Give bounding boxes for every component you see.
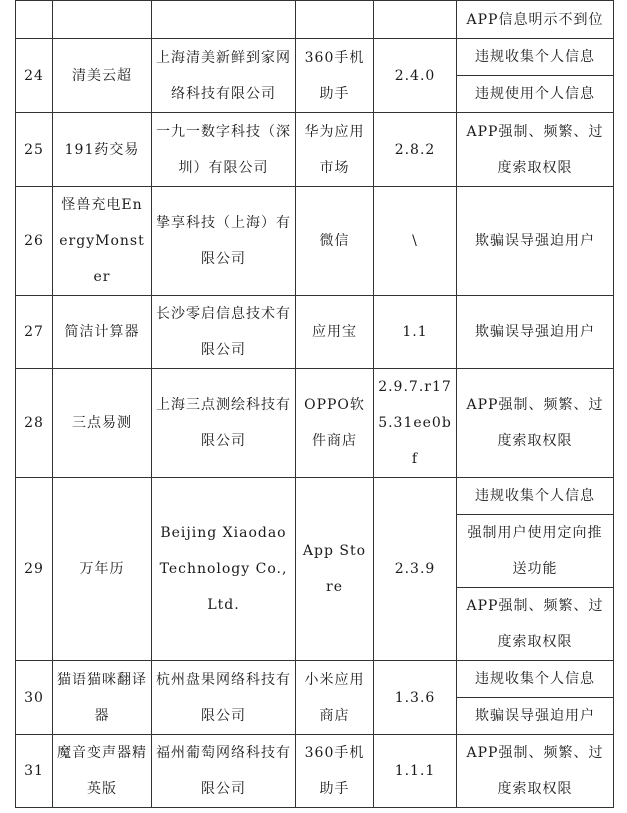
app-store: 微信 <box>296 187 374 296</box>
table-row <box>16 187 614 296</box>
app-name: 简洁计算器 <box>53 296 152 369</box>
app-version: 1.1 <box>374 296 457 369</box>
company-name: 福州葡萄网络科技有限公司 <box>152 735 296 808</box>
table-row <box>16 478 614 515</box>
table-row <box>16 661 614 698</box>
app-version: 2.4.0 <box>374 39 457 113</box>
app-name: 万年历 <box>53 478 152 661</box>
app-store: 360手机助手 <box>296 735 374 808</box>
app-version: \ <box>374 187 457 296</box>
row-number <box>16 1 53 39</box>
app-store <box>296 1 374 39</box>
company-name: 一九一数字科技（深圳）有限公司 <box>152 113 296 187</box>
issue-cell: APP强制、频繁、过度索取权限 <box>457 735 614 808</box>
row-number: 25 <box>16 113 53 187</box>
table-row <box>16 113 614 187</box>
issue-cell: 违规使用个人信息 <box>457 76 614 113</box>
app-store: App Store <box>296 478 374 661</box>
company-name: 长沙零启信息技术有限公司 <box>152 296 296 369</box>
row-number: 24 <box>16 39 53 113</box>
row-number: 30 <box>16 661 53 735</box>
table-row <box>16 735 614 808</box>
app-store: 应用宝 <box>296 296 374 369</box>
company-name: 上海清美新鲜到家网络科技有限公司 <box>152 39 296 113</box>
app-name: 猫语猫咪翻译器 <box>53 661 152 735</box>
row-number: 28 <box>16 369 53 478</box>
app-version <box>374 1 457 39</box>
app-name: 魔音变声器精英版 <box>53 735 152 808</box>
app-store: 360手机助手 <box>296 39 374 113</box>
issue-cell: 违规收集个人信息 <box>457 478 614 515</box>
company-name: 杭州盘果网络科技有限公司 <box>152 661 296 735</box>
table-row <box>16 296 614 369</box>
app-version: 2.3.9 <box>374 478 457 661</box>
app-store: 华为应用市场 <box>296 113 374 187</box>
issue-cell: APP强制、频繁、过度索取权限 <box>457 369 614 478</box>
violation-table <box>15 0 614 808</box>
issue-cell: 违规收集个人信息 <box>457 661 614 698</box>
row-number: 27 <box>16 296 53 369</box>
app-version: 2.8.2 <box>374 113 457 187</box>
company-name: Beijing Xiaodao Technology Co., Ltd. <box>152 478 296 661</box>
table-row <box>16 39 614 76</box>
app-version: 1.3.6 <box>374 661 457 735</box>
table-row <box>16 1 614 39</box>
company-name: 上海三点测绘科技有限公司 <box>152 369 296 478</box>
app-name: 191药交易 <box>53 113 152 187</box>
app-name: 清美云超 <box>53 39 152 113</box>
company-name <box>152 1 296 39</box>
row-number: 31 <box>16 735 53 808</box>
app-version: 2.9.7.r175.31ee0bf <box>374 369 457 478</box>
app-name <box>53 1 152 39</box>
issue-cell: 违规收集个人信息 <box>457 39 614 76</box>
app-name: 怪兽充电EnergyMonster <box>53 187 152 296</box>
company-name: 挚享科技（上海）有限公司 <box>152 187 296 296</box>
app-name: 三点易测 <box>53 369 152 478</box>
row-number: 29 <box>16 478 53 661</box>
table-row <box>16 369 614 478</box>
issue-cell: APP强制、频繁、过度索取权限 <box>457 113 614 187</box>
issue-cell: 欺骗误导强迫用户 <box>457 698 614 735</box>
app-store: OPPO软件商店 <box>296 369 374 478</box>
issue-cell: APP强制、频繁、过度索取权限 <box>457 588 614 661</box>
issue-cell: 欺骗误导强迫用户 <box>457 296 614 369</box>
issue-cell: APP信息明示不到位 <box>457 1 614 39</box>
row-number: 26 <box>16 187 53 296</box>
issue-cell: 欺骗误导强迫用户 <box>457 187 614 296</box>
app-version: 1.1.1 <box>374 735 457 808</box>
app-store: 小米应用商店 <box>296 661 374 735</box>
issue-cell: 强制用户使用定向推送功能 <box>457 515 614 588</box>
